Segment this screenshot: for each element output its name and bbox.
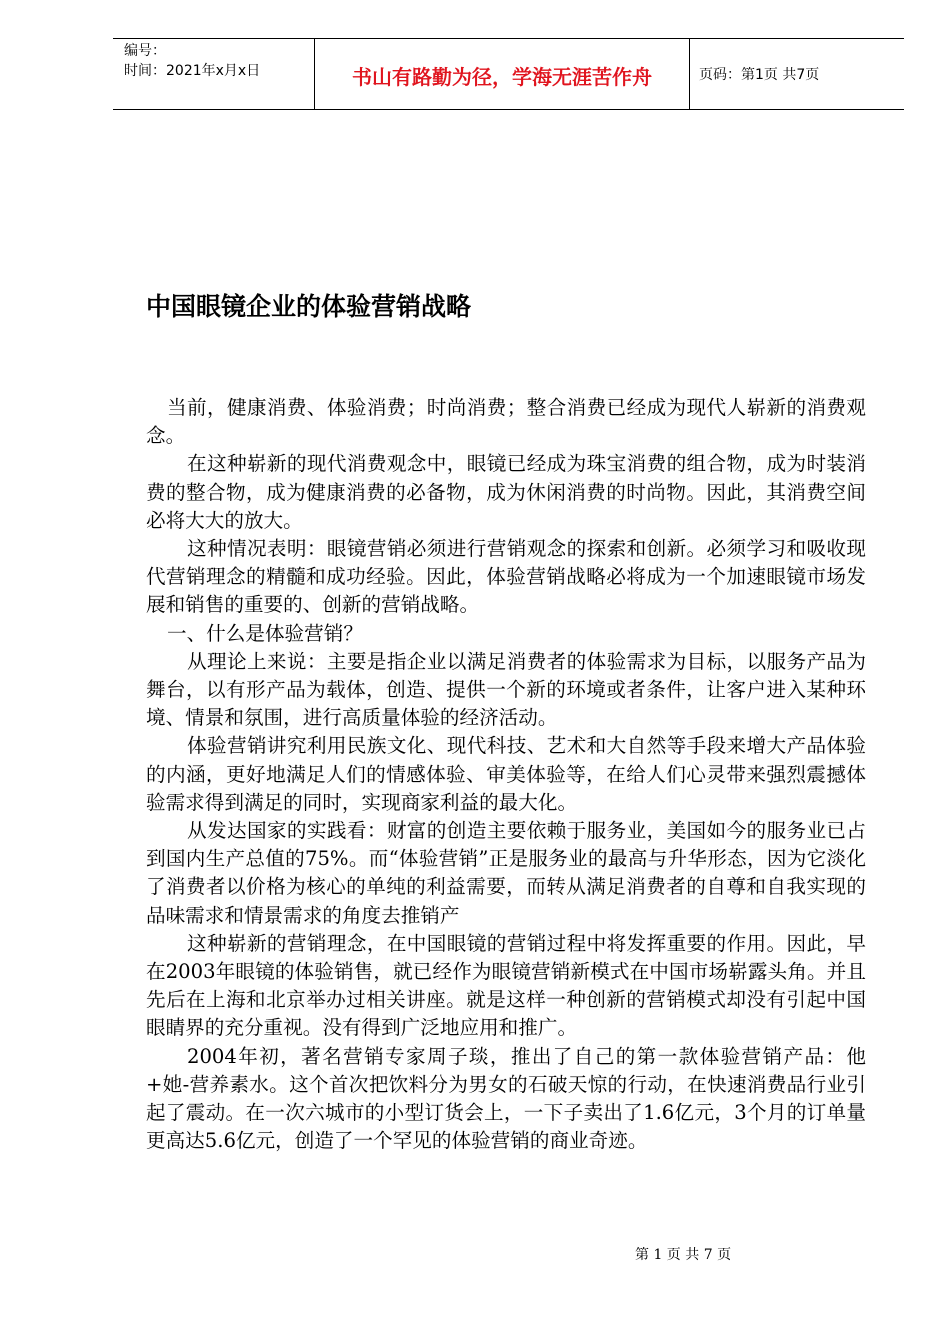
- header-meta-cell: [113, 39, 313, 109]
- header-motto-cell: [314, 39, 690, 109]
- paragraph: 从发达国家的实践看：财富的创造主要依赖于服务业，美国如今的服务业已占到国内生产总值的75%。而“体验营销”正是服务业的最高与升华形态，因为它淡化了消费者以价格为核心的单纯的利益需要，而转从满足消费者的自尊和自我实现的品味需求和情景需求的角度去推销产: [146, 819, 866, 927]
- document-body: [146, 394, 866, 1155]
- paragraph: 这种情况表明：眼镜营销必须进行营销观念的探索和创新。必须学习和吸收现代营销理念的精髓和成功经验。因此，体验营销战略必将成为一个加速眼镜市场发展和销售的重要的、创新的营销战略。: [146, 537, 866, 617]
- paragraph: 当前，健康消费、体验消费；时尚消费；整合消费已经成为现代人崭新的消费观念。: [146, 396, 866, 448]
- paragraph: 从理论上来说：主要是指企业以满足消费者的体验需求为目标，以服务产品为舞台，以有形产品为载体，创造、提供一个新的环境或者条件，让客户进入某种环境、情景和氛围，进行高质量体验的经济活动。: [146, 649, 866, 730]
- time-label: 时间：2021年x月x日: [124, 63, 261, 79]
- header-page-info: 页码：第1页 共7页: [699, 67, 820, 83]
- document-title: 中国眼镜企业的体验营销战略: [146, 292, 472, 321]
- header-page-cell: [690, 39, 904, 109]
- paragraph: 2004年初，著名营销专家周子琰，推出了自己的第一款体验营销产品：他+她-营养素水。这个首次把饮料分为男女的石破天惊的行动，在快速消费品行业引起了震动。在一次六城市的小型订货会上，一下子卖出了1.6亿元，3个月的订单量更高达5.6亿元，创造了一个罕见的体验营销的商业奇迹。: [146, 1044, 866, 1153]
- page-footer-number: 第 1 页 共 7 页: [635, 1247, 732, 1263]
- header-motto: 书山有路勤为径，学海无涯苦作舟: [352, 65, 652, 89]
- number-label: 编号：: [124, 43, 166, 59]
- section-heading: 一、什么是体验营销？: [167, 621, 363, 645]
- page-header: [113, 38, 904, 110]
- paragraph: 这种崭新的营销理念，在中国眼镜的营销过程中将发挥重要的作用。因此，早在2003年眼镜的体验销售，就已经作为眼镜营销新模式在中国市场崭露头角。并且先后在上海和北京举办过相关讲座。就是这样一种创新的营销模式却没有引起中国眼睛界的充分重视。没有得到广泛地应用和推广。: [146, 931, 866, 1040]
- paragraph: 体验营销讲究利用民族文化、现代科技、艺术和大自然等手段来增大产品体验的内涵，更好地满足人们的情感体验、审美体验等，在给人们心灵带来强烈震撼体验需求得到满足的同时，实现商家利益的最大化。: [146, 734, 866, 814]
- paragraph: 在这种崭新的现代消费观念中，眼镜已经成为珠宝消费的组合物，成为时装消费的整合物，成为健康消费的必备物，成为休闲消费的时尚物。因此，其消费空间必将大大的放大。: [146, 452, 866, 532]
